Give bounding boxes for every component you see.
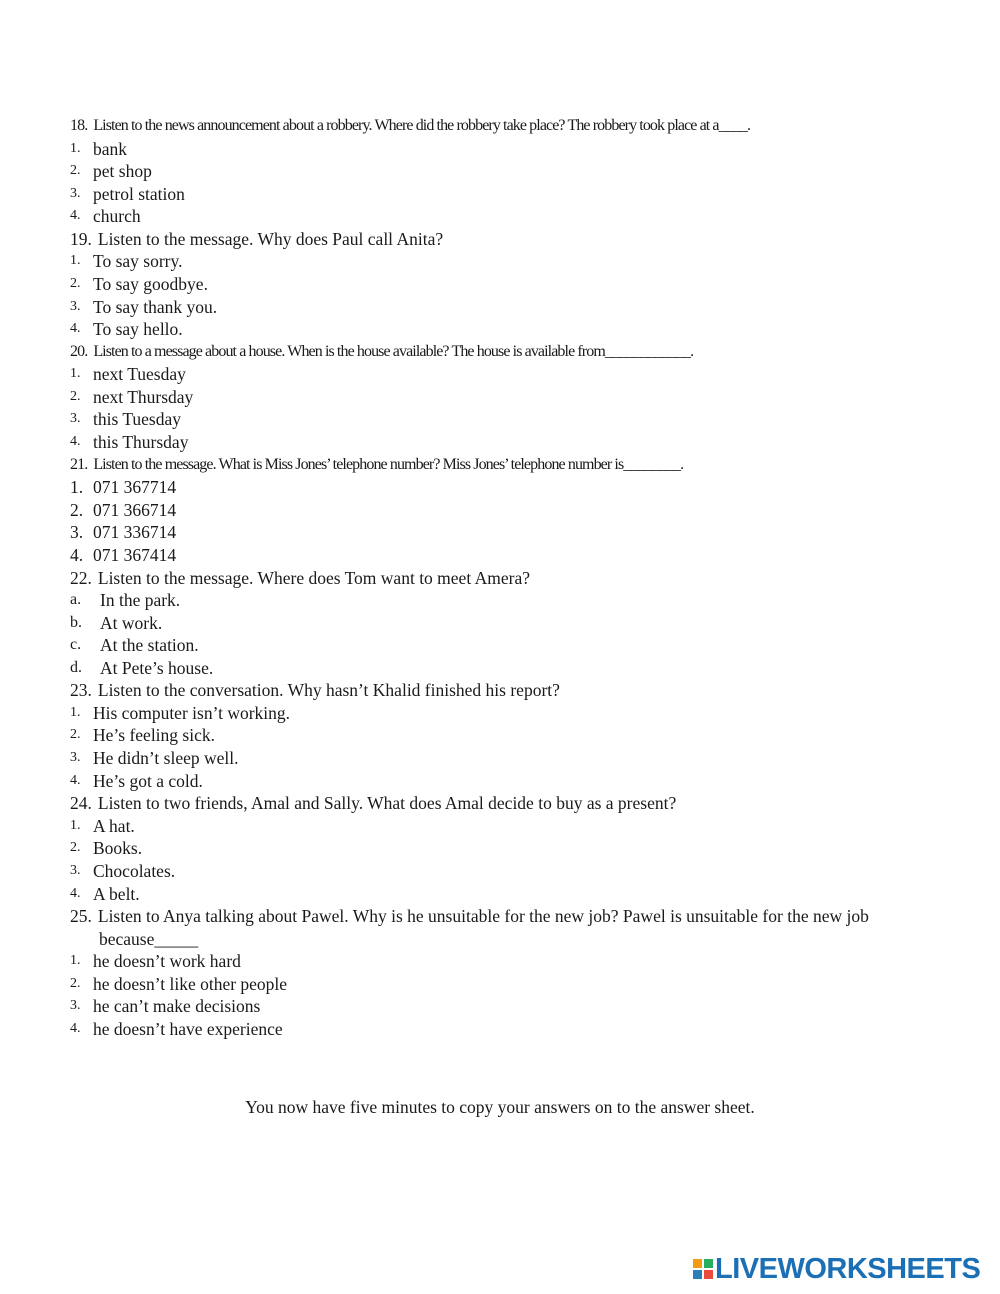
answer-option[interactable]: 2. he doesn’t like other people [70,973,288,994]
question-block [70,115,970,228]
answer-option[interactable]: 2. next Thursday [70,386,194,407]
answer-option[interactable]: 3. Chocolates. [70,860,176,881]
answer-option[interactable]: 2. 071 366714 [70,499,177,520]
answer-option[interactable]: 2. He’s feeling sick. [70,725,215,746]
question-text: 25. Listen to Anya talking about Pawel. Why is he unsuitable for the new job? Pawel is unsuitable for the new job because_____ [70,906,869,949]
answer-option[interactable]: 1. To say sorry. [70,251,183,272]
answer-option[interactable]: 4. this Thursday [70,432,189,453]
instruction-note: You now have five minutes to copy your answers on to the answer sheet. [245,1097,755,1117]
answer-option[interactable]: 1. 071 367714 [70,477,177,498]
answer-option[interactable]: b. At work. [70,612,163,633]
answer-option[interactable]: 4. he doesn’t have experience [70,1018,283,1039]
question-text: 22. Listen to the message. Where does Tom want to meet Amera? [70,567,530,588]
answer-option[interactable]: 3. He didn’t sleep well. [70,748,239,769]
answer-option[interactable]: d. At Pete’s house. [70,657,214,678]
question-text: 19. Listen to the message. Why does Paul call Anita? [70,228,444,249]
worksheet-content [70,115,970,1041]
question-block [70,567,970,680]
question-block [70,905,970,1040]
question-text: 23. Listen to the conversation. Why hasn’t Khalid finished his report? [70,680,560,701]
answer-option[interactable]: c. At the station. [70,635,199,656]
question-text: 18. Listen to the news announcement about a robbery. Where did the robbery take place? The robbery took place at a____. [70,117,751,134]
answer-option[interactable]: 3. petrol station [70,183,185,204]
question-text: 20. Listen to a message about a house. When is the house available? The house is available from____________. [70,342,694,360]
answer-option[interactable]: 4. A belt. [70,883,140,904]
liveworksheets-logo [693,1254,980,1284]
answer-option[interactable]: 4. To say hello. [70,319,183,340]
answer-option[interactable]: 2. Books. [70,838,143,859]
question-block [70,228,970,341]
answer-option[interactable]: a. In the park. [70,590,181,610]
answer-option[interactable]: 1. bank [70,138,128,159]
answer-option[interactable]: 4. church [70,206,141,227]
question-block [70,679,970,792]
question-block [70,454,970,567]
answer-option[interactable]: 1. he doesn’t work hard [70,951,241,972]
answer-option[interactable]: 1. next Tuesday [70,364,186,385]
answer-option[interactable]: 2. pet shop [70,161,152,182]
answer-option[interactable]: 3. he can’t make decisions [70,996,261,1017]
answer-option[interactable]: 2. To say goodbye. [70,273,208,294]
answer-option[interactable]: 3. 071 336714 [70,522,177,543]
answer-option[interactable]: 1. His computer isn’t working. [70,702,291,723]
question-text: 24. Listen to two friends, Amal and Sally. What does Amal decide to buy as a present? [70,793,677,814]
question-text: 21. Listen to the message. What is Miss Jones’ telephone number? Miss Jones’ telephone number is________. [70,455,684,473]
logo-square [704,1270,713,1279]
logo-square [704,1259,713,1268]
question-block [70,792,970,905]
logo-square [693,1259,702,1268]
logo-text: LIVEWORKSHEETS [715,1253,981,1285]
answer-option[interactable]: 1. A hat. [70,815,135,836]
answer-option[interactable]: 3. To say thank you. [70,296,218,317]
answer-option[interactable]: 4. 071 367414 [70,544,177,565]
question-block [70,341,970,454]
answer-option[interactable]: 3. this Tuesday [70,409,182,430]
answer-option[interactable]: 4. He’s got a cold. [70,770,203,791]
logo-square [693,1270,702,1279]
logo-mark-icon [693,1259,713,1279]
